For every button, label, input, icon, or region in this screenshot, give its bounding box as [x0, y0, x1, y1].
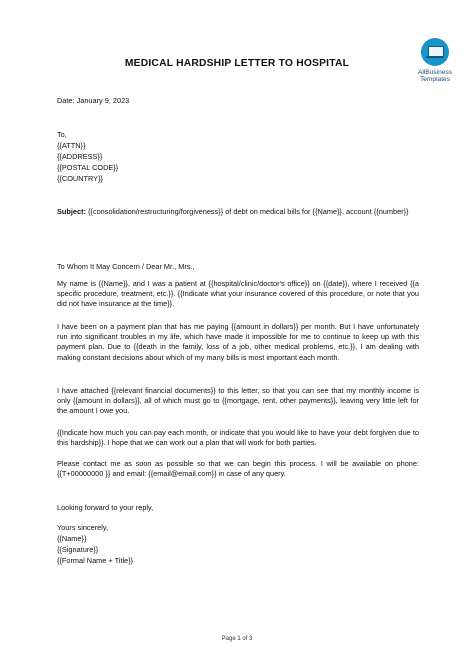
recipient-to: To,: [57, 130, 67, 139]
signoff-yours: Yours sincerely,: [57, 523, 109, 532]
signoff-name: {{Name}}: [57, 534, 87, 543]
logo-text-line1: AllBusiness: [417, 69, 453, 76]
subject-text: {{consolidation/restructuring/forgiveness}} of debt on medical bills for {{Name}}, account {{number}}: [85, 207, 409, 216]
body-paragraph-1: My name is {{Name}}, and I was a patient at {{hospital/clinic/doctor's office}} on {{date}}, where I received {{a specific procedure, treatment, etc.}}. {{Indicate what your insurance covered of this procedure, or note that you did not have insurance at the time}}.: [57, 279, 419, 309]
recipient-postal-code: {{POSTAL CODE}}: [57, 163, 119, 172]
page-number: Page 1 of 3: [221, 636, 253, 642]
letter-date: Date: January 9, 2023: [57, 96, 130, 105]
recipient-address: {{ADDRESS}}: [57, 152, 103, 161]
subject-label: Subject:: [57, 207, 86, 216]
recipient-country: {{COUNTRY}}: [57, 174, 103, 183]
signoff-signature: {{Signature}}: [57, 545, 99, 554]
recipient-attn: {{ATTN}}: [57, 141, 86, 150]
signoff-formal-name: {{Formal Name + Title}}: [57, 556, 134, 565]
document-title: MEDICAL HARDSHIP LETTER TO HOSPITAL: [124, 58, 350, 69]
body-paragraph-2: I have been on a payment plan that has me paying {{amount in dollars}} per month. But I have unfortunately run into significant troubles in my life, which have made it impossible for me to continue to keep up with this payment plan. Due to {{death in the family, loss of a job, other medical problems, etc.}}, I am dealing with making constant decisions about which of my many bills is most important each month.: [57, 322, 419, 362]
body-paragraph-4: {{Indicate how much you can pay each month, or indicate that you would like to have your debt forgiven due to this hardship}}. I hope that we can work out a plan that will work for both parties.: [57, 428, 419, 448]
body-paragraph-5: Please contact me as soon as possible so that we can begin this process. I will be available on phone: {{T+00000000 }} and email: {{email@email.com}} in case of any query.: [57, 459, 419, 479]
salutation: To Whom It May Concern / Dear Mr., Mrs.,: [57, 262, 195, 271]
logo-text-line2: Templates: [419, 76, 451, 83]
closing-line: Looking forward to your reply,: [57, 503, 154, 512]
body-paragraph-3: I have attached {{relevant financial documents}} to this letter, so that you can see that my monthly income is only {{amount in dollars}}, all of which must go to {{mortgage, rent, other payments}}, leaving very little left for the amount I owe you.: [57, 386, 419, 416]
subject-line: [57, 207, 419, 217]
